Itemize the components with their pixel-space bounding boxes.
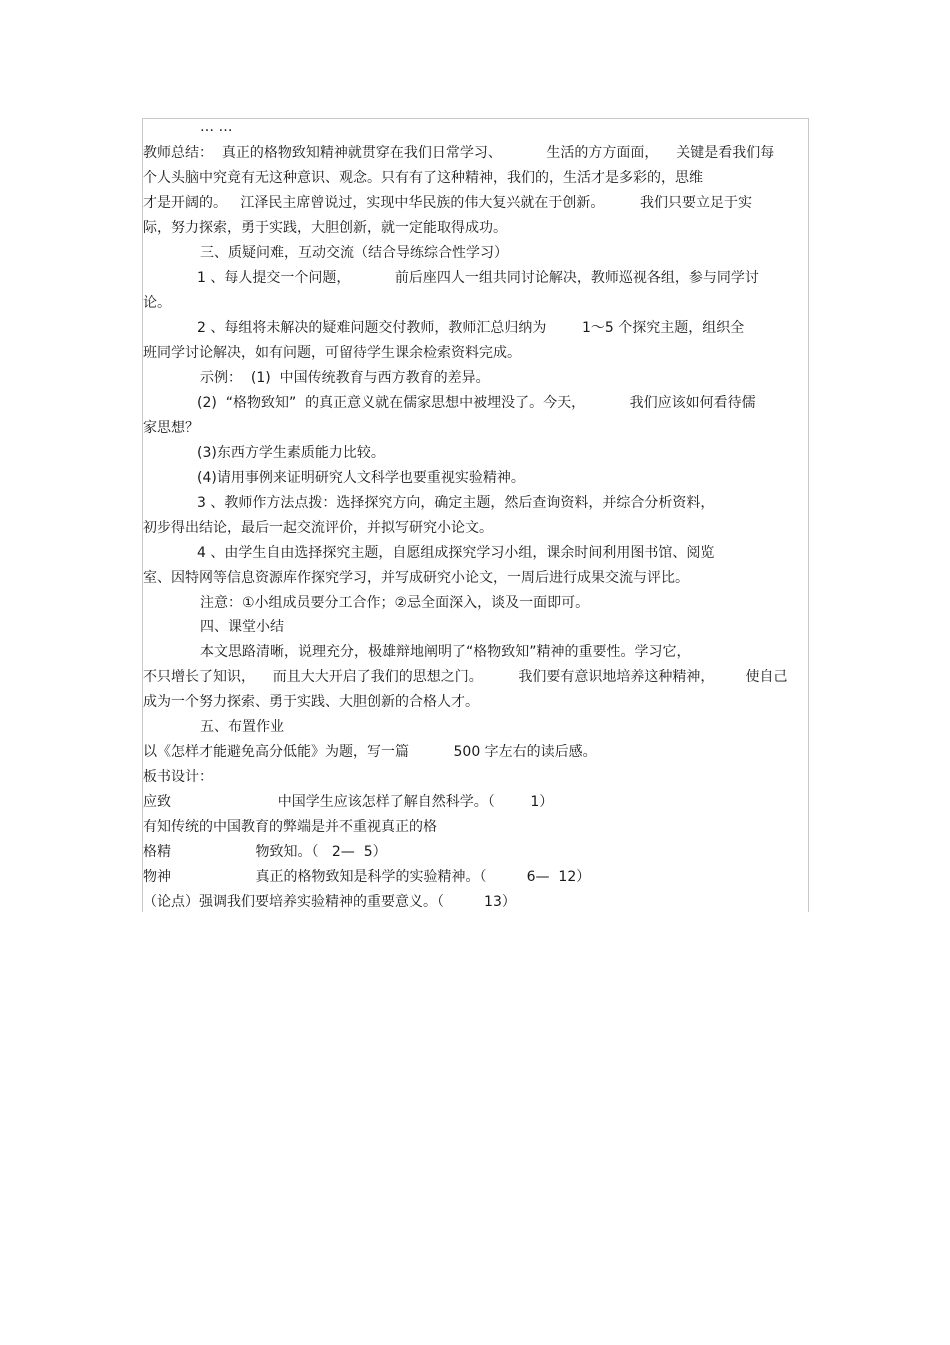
board-line-5: （论点）强调我们要培养实验精神的重要意义。（ 13）	[143, 894, 516, 910]
step-3-line-1: 3 、教师作方法点拨：选择探究方向，确定主题，然后查询资料，并综合分析资料，	[197, 495, 715, 511]
section-4-heading: 四、课堂小结	[200, 619, 284, 635]
section-5-heading: 五、布置作业	[200, 719, 284, 735]
summary-line-2: 不只增长了知识， 而且大大开启了我们的思想之门。 我们要有意识地培养这种精神， 使自己	[143, 669, 788, 685]
step-1-line-2: 论。	[143, 295, 171, 311]
section-3-heading: 三、质疑问难，互动交流（结合导练综合性学习）	[200, 245, 508, 261]
board-line-1: 应致 中国学生应该怎样了解自然科学。（ 1）	[143, 794, 554, 810]
board-line-3: 格精 物致知。（ 2— 5）	[143, 844, 387, 860]
ellipsis-line: … …	[200, 119, 233, 135]
summary-line-3: 成为一个努力探索、勇于实践、大胆创新的合格人才。	[143, 694, 479, 710]
step-1-line-1: 1 、每人提交一个问题， 前后座四人一组共同讨论解决，教师巡视各组，参与同学讨	[197, 270, 759, 286]
board-design-label: 板书设计：	[143, 769, 213, 785]
board-line-2: 有知传统的中国教育的弊端是并不重视真正的格	[143, 819, 437, 835]
step-3-line-2: 初步得出结论，最后一起交流评价，并拟写研究小论文。	[143, 520, 493, 536]
example-4: (4)请用事例来证明研究人文科学也要重视实验精神。	[197, 470, 525, 486]
example-3: (3)东西方学生素质能力比较。	[197, 445, 385, 461]
example-2-line-2: 家思想？	[143, 420, 199, 436]
teacher-summary-line-1: 教师总结： 真正的格物致知精神就贯穿在我们日常学习、 生活的方方面面， 关键是看我们每	[143, 145, 775, 161]
step-4-line-1: 4 、由学生自由选择探究主题，自愿组成探究学习小组，课余时间利用图书馆、阅览	[197, 545, 715, 561]
teacher-summary-line-3: 才是开阔的。 江泽民主席曾说过，实现中华民族的伟大复兴就在于创新。 我们只要立足于实	[143, 195, 752, 211]
example-2-line-1: (2) “格物致知” 的真正意义就在儒家思想中被埋没了。今天， 我们应该如何看待儒	[197, 395, 756, 411]
homework-line: 以《怎样才能避免高分低能》为题，写一篇 500 字左右的读后感。	[143, 744, 597, 760]
teacher-summary-line-2: 个人头脑中究竟有无这种意识、观念。只有有了这种精神，我们的，生活才是多彩的，思维	[143, 170, 703, 186]
step-4-line-2: 室、因特网等信息资源库作探究学习，并写成研究小论文，一周后进行成果交流与评比。	[143, 570, 689, 586]
summary-line-1: 本文思路清晰，说理充分，极雄辩地阐明了“格物致知”精神的重要性。学习它，	[200, 644, 691, 660]
teacher-summary-line-4: 际，努力探索，勇于实践，大胆创新，就一定能取得成功。	[143, 220, 507, 236]
step-2-line-1: 2 、每组将未解决的疑难问题交付教师，教师汇总归纳为 1～5 个探究主题，组织全	[197, 320, 745, 336]
example-1: 示例： (1) 中国传统教育与西方教育的差异。	[200, 370, 490, 386]
board-line-4: 物神 真正的格物致知是科学的实验精神。（ 6— 12）	[143, 869, 591, 885]
note-line: 注意：①小组成员要分工合作；②忌全面深入，谈及一面即可。	[200, 595, 590, 611]
step-2-line-2: 班同学讨论解决，如有问题，可留待学生课余检索资料完成。	[143, 345, 521, 361]
